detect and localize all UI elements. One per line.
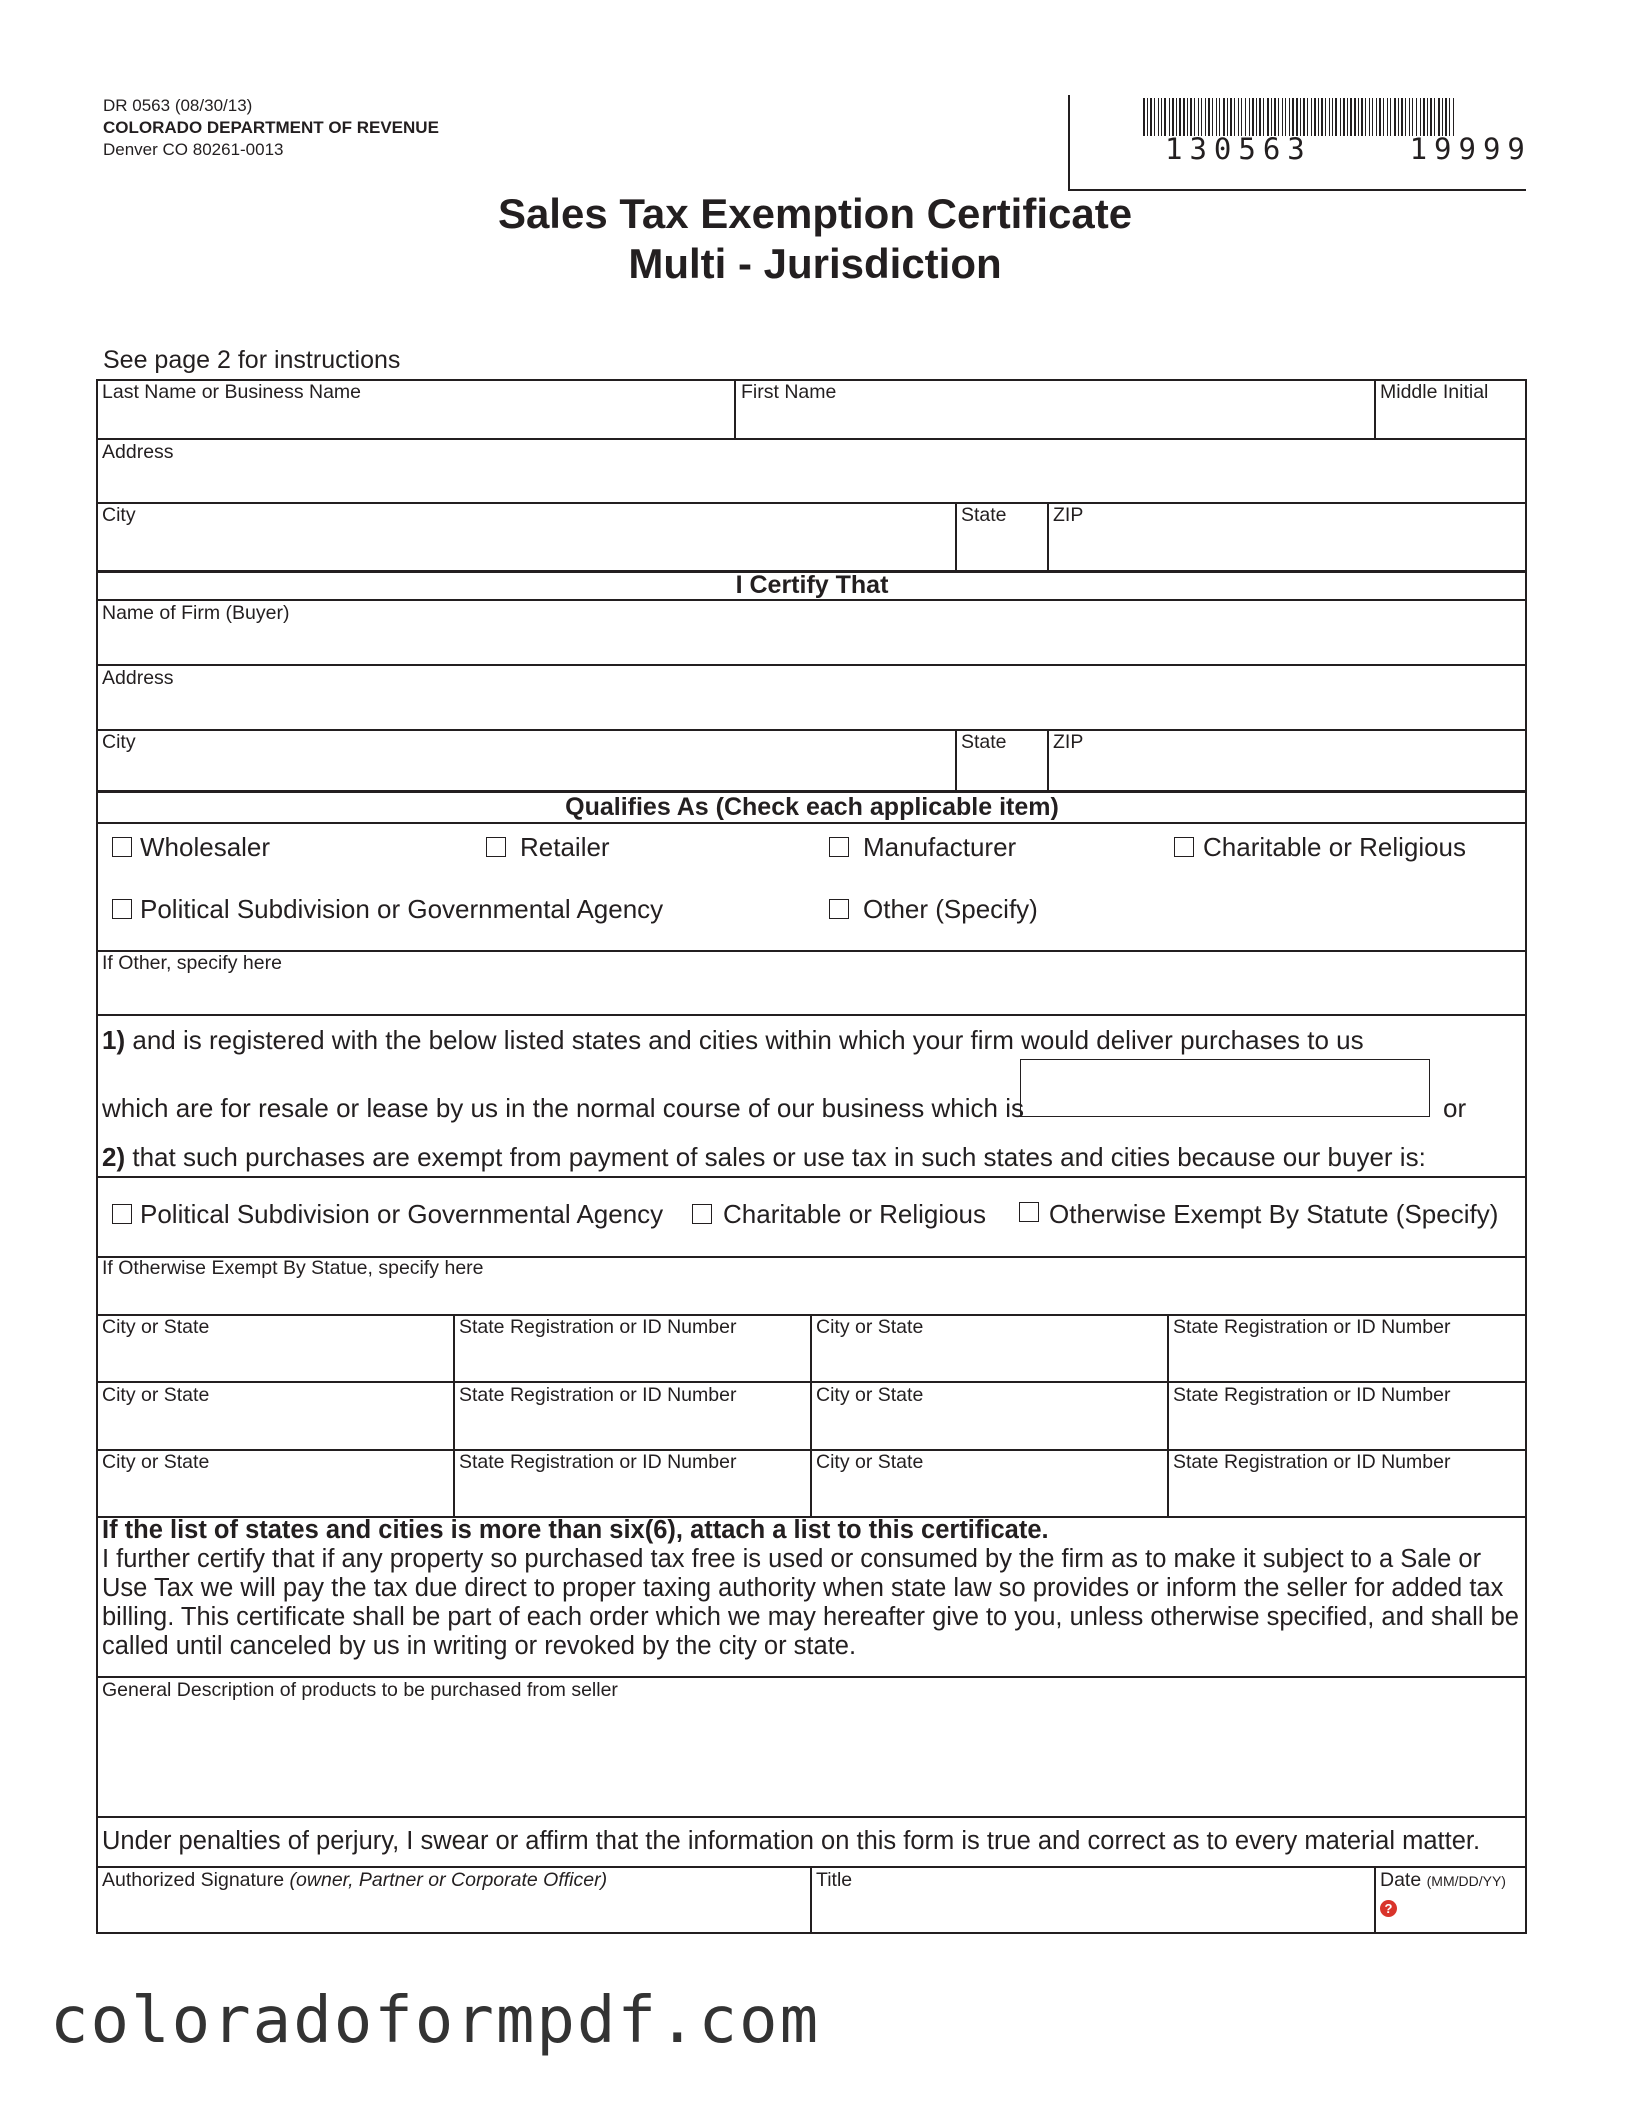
reg-city-4[interactable]: City or State <box>816 1384 924 1406</box>
barcode-bar <box>1249 98 1250 136</box>
attach-list-note: If the list of states and cities is more than six(6), attach a list to this certificate. <box>102 1516 1049 1544</box>
barcode-bar <box>1383 98 1384 136</box>
barcode-bar <box>1241 98 1242 136</box>
barcode-bar <box>1292 98 1294 136</box>
barcode-bar <box>1358 98 1359 136</box>
retailer-label: Retailer <box>520 832 610 862</box>
certify-section-title: I Certify That <box>735 571 889 599</box>
barcode-bar <box>1183 98 1185 136</box>
barcode-bar <box>1238 98 1239 136</box>
barcode-bar <box>1190 98 1192 136</box>
buyer-city-field[interactable]: City <box>102 731 136 753</box>
barcode-bar <box>1332 98 1333 136</box>
barcode-bar <box>1420 98 1421 136</box>
barcode-bar <box>1223 98 1225 136</box>
barcode-bar <box>1212 98 1213 136</box>
barcode-bar <box>1350 98 1352 136</box>
barcode-bar <box>1245 98 1246 136</box>
barcode-bar <box>1409 98 1410 136</box>
signature-field[interactable]: Authorized Signature (owner, Partner or Corporate Officer) <box>102 1869 608 1891</box>
barcode-bar <box>1412 98 1413 136</box>
barcode-bar <box>1300 98 1301 136</box>
other-checkbox[interactable] <box>829 899 849 919</box>
wholesaler-label: Wholesaler <box>140 832 271 862</box>
reg-id-2[interactable]: State Registration or ID Number <box>1173 1316 1451 1338</box>
barcode-bar <box>1325 98 1326 136</box>
barcode-bar <box>1365 98 1366 136</box>
barcode-number: 130563 19999 <box>1165 132 1532 166</box>
barcode-bar <box>1282 98 1283 136</box>
barcode-bar <box>1379 98 1381 136</box>
barcode-bar <box>1154 98 1155 136</box>
help-icon[interactable]: ? <box>1380 1900 1397 1917</box>
seller-state-field[interactable]: State <box>961 504 1007 526</box>
retailer-checkbox[interactable] <box>486 837 506 857</box>
exempt-charitable-label: Charitable or Religious <box>723 1199 987 1229</box>
manufacturer-checkbox[interactable] <box>829 837 849 857</box>
charitable-label: Charitable or Religious <box>1203 832 1467 862</box>
political-subdivision-label: Political Subdivision or Governmental Agency <box>140 894 664 924</box>
reg-id-1[interactable]: State Registration or ID Number <box>459 1316 737 1338</box>
barcode-bar <box>1430 98 1432 136</box>
barcode-bar <box>1398 98 1399 136</box>
department-address: Denver CO 80261-0013 <box>103 140 284 159</box>
barcode-bar <box>1321 98 1323 136</box>
manufacturer-label: Manufacturer <box>863 832 1017 862</box>
description-field: General Description of products to be purchased from seller <box>102 1679 618 1701</box>
barcode-bar <box>1427 98 1428 136</box>
statute-specify-field[interactable]: If Otherwise Exempt By Statue, specify here <box>102 1257 484 1279</box>
last-name-field[interactable]: Last Name or Business Name <box>102 381 362 403</box>
barcode-bar <box>1176 98 1177 136</box>
barcode-bar <box>1219 98 1220 136</box>
reg-city-1[interactable]: City or State <box>102 1316 210 1338</box>
seller-city-field[interactable]: City <box>102 504 136 526</box>
political-subdivision-checkbox[interactable] <box>112 899 132 919</box>
middle-initial-field[interactable]: Middle Initial <box>1380 381 1489 403</box>
department-name: COLORADO DEPARTMENT OF REVENUE <box>103 118 439 137</box>
buyer-state-field[interactable]: State <box>961 731 1007 753</box>
barcode-bar <box>1158 98 1159 136</box>
barcode-bar <box>1274 98 1276 136</box>
reg-city-2[interactable]: City or State <box>816 1316 924 1338</box>
barcode-bar <box>1198 98 1199 136</box>
exempt-political-checkbox[interactable] <box>112 1204 132 1224</box>
watermark: coloradoformpdf.com <box>50 1984 821 2058</box>
reg-city-3[interactable]: City or State <box>102 1384 210 1406</box>
barcode-bar <box>1354 98 1356 136</box>
barcode-frame-left <box>1068 95 1070 190</box>
reg-city-5[interactable]: City or State <box>102 1451 210 1473</box>
barcode-bar <box>1252 98 1254 136</box>
other-specify-field[interactable]: If Other, specify here <box>102 952 282 974</box>
perjury-statement: Under penalties of perjury, I swear or affirm that the information on this form is true and correct as to every material matter. <box>102 1827 1481 1855</box>
barcode-bar <box>1361 98 1363 136</box>
instructions-note: See page 2 for instructions <box>103 346 401 374</box>
barcode-bar <box>1271 98 1272 136</box>
exempt-statute-checkbox[interactable] <box>1019 1202 1039 1222</box>
page-title: Sales Tax Exemption Certificate <box>497 190 1133 237</box>
barcode-bar <box>1376 98 1377 136</box>
barcode-bar <box>1216 98 1217 136</box>
barcode-bar <box>1347 98 1348 136</box>
barcode-bar <box>1194 98 1195 136</box>
barcode-bar <box>1369 98 1370 136</box>
barcode-bar <box>1267 98 1269 136</box>
barcode-bar <box>1416 98 1417 136</box>
barcode-bar <box>1445 98 1447 136</box>
form-number: DR 0563 (08/30/13) <box>103 96 253 115</box>
further-certify-text: I further certify that if any property so purchased tax free is used or consumed by the firm as to make it subject to a Sale or Use Tax we will pay the tax due direct to proper taxing authority when state law so provides or inform the seller for added tax billing. This certificate shall be part of each order which we may hereafter give to you, unless otherwise specified, and shall be called until canceled by us in writing or revoked by the city or state. <box>102 1545 1519 1660</box>
exempt-political-label: Political Subdivision or Governmental Agency <box>140 1199 664 1229</box>
seller-address-field[interactable]: Address <box>102 441 174 463</box>
barcode-bar <box>1453 98 1454 136</box>
wholesaler-checkbox[interactable] <box>112 837 132 857</box>
barcode-bar <box>1161 98 1162 136</box>
barcode-bar <box>1311 98 1312 136</box>
statement-item-2: 2) that such purchases are exempt from payment of sales or use tax in such states and cities because our buyer is: <box>102 1142 1426 1172</box>
barcode-bar <box>1263 98 1264 136</box>
reg-id-6[interactable]: State Registration or ID Number <box>1173 1451 1451 1473</box>
barcode-bar <box>1438 98 1440 136</box>
barcode-bar <box>1387 98 1388 136</box>
barcode-bar <box>1434 98 1435 136</box>
barcode-bar <box>1401 98 1403 136</box>
exempt-statute-label: Otherwise Exempt By Statute (Specify) <box>1049 1199 1499 1229</box>
buyer-info-box <box>96 571 1527 792</box>
reg-id-4[interactable]: State Registration or ID Number <box>1173 1384 1451 1406</box>
barcode-bar <box>1187 98 1188 136</box>
barcode-bar <box>1405 98 1406 136</box>
barcode-bar <box>1303 98 1305 136</box>
resale-text: which are for resale or lease by us in the normal course of our business which is <box>102 1093 1024 1123</box>
barcode-bar <box>1307 98 1308 136</box>
charitable-checkbox[interactable] <box>1174 837 1194 857</box>
barcode-bar <box>1340 98 1341 136</box>
firm-name-field[interactable]: Name of Firm (Buyer) <box>102 602 290 624</box>
barcode-bar <box>1201 98 1202 136</box>
other-label: Other (Specify) <box>863 894 1038 924</box>
barcode-bar <box>1335 98 1337 136</box>
seller-info-box <box>96 379 1527 572</box>
barcode-bar <box>1442 98 1443 136</box>
barcode-bar <box>1150 98 1152 136</box>
registration-grid <box>96 1314 1527 1518</box>
qualifies-section-title: Qualifies As (Check each applicable item) <box>565 793 1059 821</box>
barcode-bar <box>1314 98 1316 136</box>
barcode-bar <box>1259 98 1261 136</box>
barcode-bar <box>1230 98 1232 136</box>
barcode-bar <box>1278 98 1279 136</box>
barcode <box>1143 98 1455 136</box>
reg-city-6[interactable]: City or State <box>816 1451 924 1473</box>
page-subtitle: Multi - Jurisdiction <box>628 240 1002 287</box>
exempt-charitable-checkbox[interactable] <box>692 1204 712 1224</box>
barcode-bar <box>1394 98 1396 136</box>
barcode-bar <box>1289 98 1290 136</box>
barcode-bar <box>1423 98 1425 136</box>
barcode-bar <box>1329 98 1330 136</box>
barcode-bar <box>1296 98 1298 136</box>
barcode-bar <box>1318 98 1319 136</box>
barcode-bar <box>1285 98 1286 136</box>
barcode-bar <box>1172 98 1174 136</box>
barcode-bar <box>1208 98 1210 136</box>
reg-id-5[interactable]: State Registration or ID Number <box>459 1451 737 1473</box>
barcode-bar <box>1143 98 1145 136</box>
barcode-bar <box>1179 98 1181 136</box>
barcode-bar <box>1147 98 1148 136</box>
date-field[interactable]: Date (MM/DD/YY) <box>1380 1869 1506 1891</box>
barcode-bar <box>1227 98 1228 136</box>
title-field[interactable]: Title <box>816 1869 853 1891</box>
statement-item-1: 1) and is registered with the below listed states and cities within which your firm would deliver purchases to us <box>102 1025 1364 1055</box>
or-text: or <box>1443 1093 1467 1123</box>
barcode-bar <box>1234 98 1235 136</box>
barcode-bar <box>1169 98 1170 136</box>
barcode-bar <box>1343 98 1345 136</box>
barcode-bar <box>1205 98 1206 136</box>
buyer-zip-field[interactable]: ZIP <box>1053 731 1084 753</box>
barcode-bar <box>1390 98 1391 136</box>
barcode-bar <box>1449 98 1450 136</box>
seller-zip-field[interactable]: ZIP <box>1053 504 1084 526</box>
barcode-bar <box>1372 98 1373 136</box>
reg-id-3[interactable]: State Registration or ID Number <box>459 1384 737 1406</box>
barcode-bar <box>1256 98 1257 136</box>
business-type-input[interactable] <box>1020 1059 1430 1117</box>
buyer-address-field[interactable]: Address <box>102 667 174 689</box>
first-name-field[interactable]: First Name <box>741 381 837 403</box>
barcode-bar <box>1164 98 1166 136</box>
